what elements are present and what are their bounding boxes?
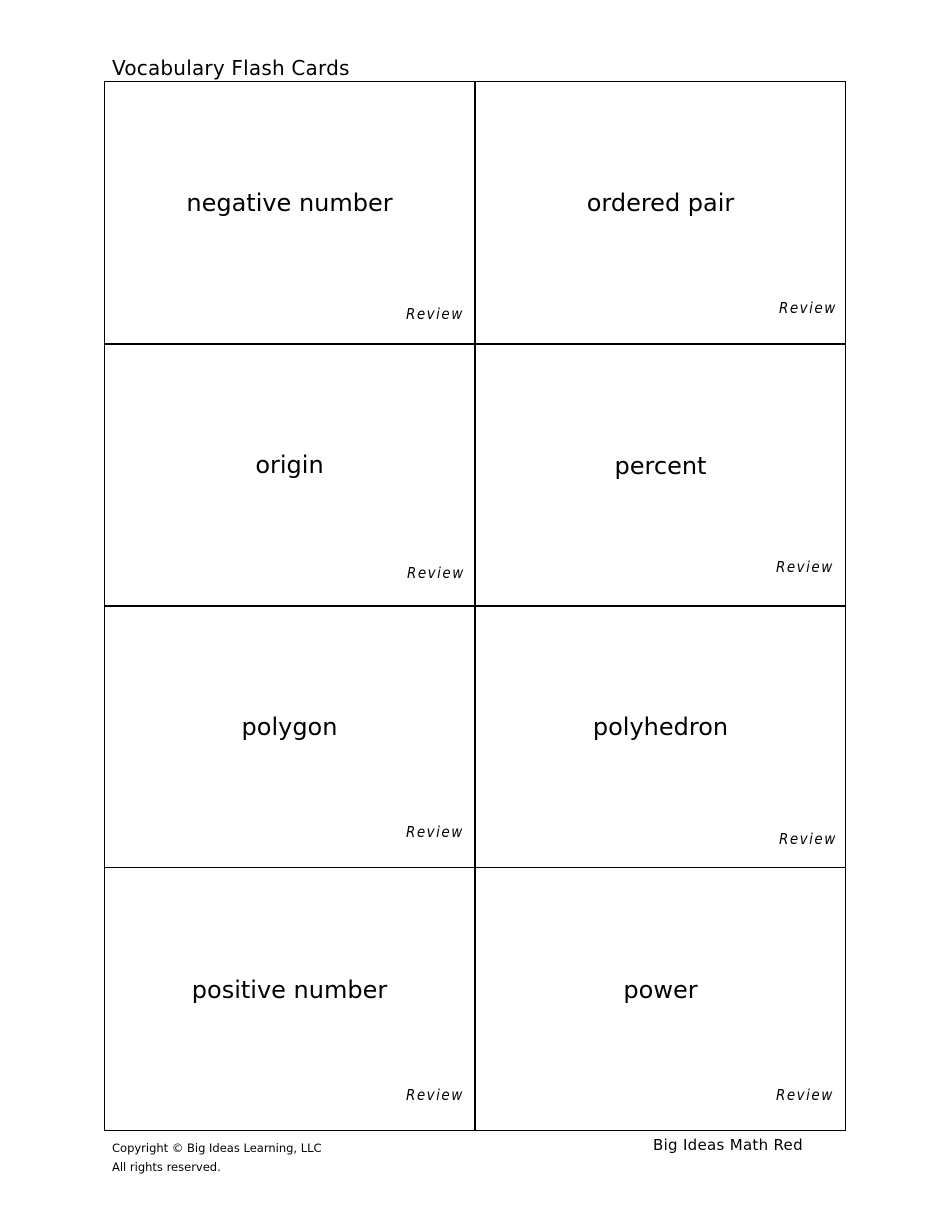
rights-line: All rights reserved. (112, 1160, 221, 1174)
card-review-label: Review (779, 299, 837, 317)
card-term: percent (614, 452, 707, 480)
flash-card (475, 343, 846, 605)
page-title: Vocabulary Flash Cards (112, 56, 350, 80)
copyright-line: Copyright © Big Ideas Learning, LLC (112, 1141, 322, 1155)
copyright-notice (112, 1139, 322, 1177)
card-review-label: Review (407, 564, 465, 582)
card-review-label: Review (776, 1086, 834, 1104)
brand-label: Big Ideas Math Red (653, 1136, 803, 1154)
card-term: polygon (241, 713, 338, 741)
flash-card (104, 867, 475, 1131)
card-review-label: Review (406, 305, 464, 323)
card-term: positive number (191, 976, 388, 1004)
flash-card (475, 867, 846, 1131)
card-review-label: Review (779, 830, 837, 848)
card-review-label: Review (406, 823, 464, 841)
card-term: ordered pair (586, 189, 735, 217)
flash-card (104, 343, 475, 605)
flash-card (104, 81, 475, 343)
card-term: negative number (186, 189, 393, 217)
card-review-label: Review (406, 1086, 464, 1104)
card-term: polyhedron (592, 713, 729, 741)
card-term: origin (255, 451, 324, 479)
flash-card (104, 605, 475, 867)
card-review-label: Review (776, 558, 834, 576)
card-term: power (623, 976, 698, 1004)
flash-card (475, 605, 846, 867)
flash-card (475, 81, 846, 343)
